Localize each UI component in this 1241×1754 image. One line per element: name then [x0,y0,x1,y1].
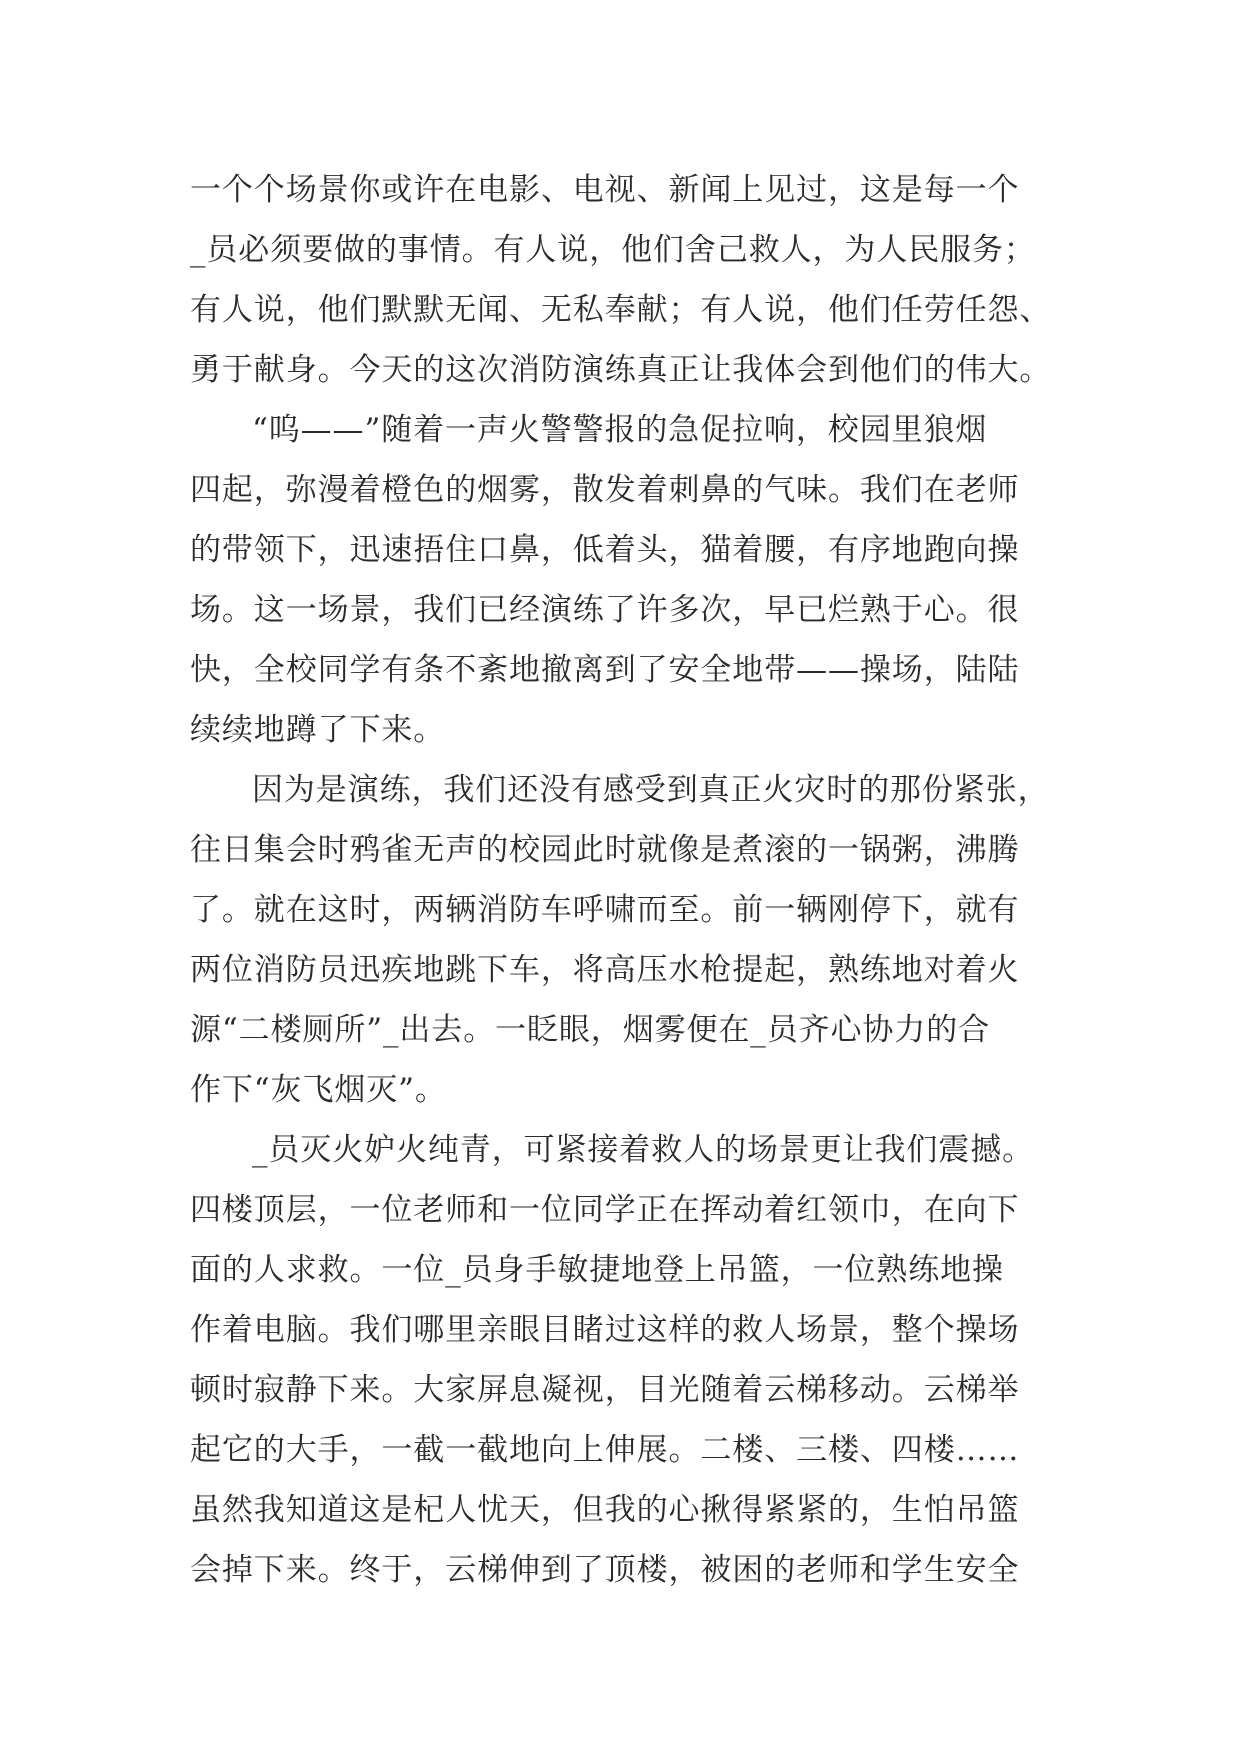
text-line-first: “呜——”随着一声火警警报的急促拉响，校园里狼烟 [252,412,988,448]
text-line: 起它的大手，一截一截地向上伸展。二楼、三楼、四楼…… [190,1432,1020,1468]
text-line-first: 因为是演练，我们还没有感受到真正火灾时的那份紧张， [252,772,1050,808]
text-line: 四楼顶层，一位老师和一位同学正在挥动着红领巾，在向下 [190,1192,1020,1228]
text-line: 作着电脑。我们哪里亲眼目睹过这样的救人场景，整个操场 [190,1312,1020,1348]
text-line: 顿时寂静下来。大家屏息凝视，目光随着云梯移动。云梯举 [190,1372,1020,1408]
text-line: 有人说，他们默默无闻、无私奉献；有人说，他们任劳任怨、 [190,292,1052,328]
text-line: 续续地蹲了下来。 [190,712,446,748]
text-line-first: _员灭火妒火纯青，可紧接着救人的场景更让我们震撼。 [252,1132,1034,1168]
text-line: 作下“灰飞烟灭”。 [190,1072,447,1108]
text-line: 会掉下来。终于，云梯伸到了顶楼，被困的老师和学生安全 [190,1552,1020,1588]
text-line: 四起，弥漫着橙色的烟雾，散发着刺鼻的气味。我们在老师 [190,472,1020,508]
text-line: 往日集会时鸦雀无声的校园此时就像是煮滚的一锅粥，沸腾 [190,832,1020,868]
text-line: 了。就在这时，两辆消防车呼啸而至。前一辆刚停下，就有 [190,892,1020,928]
text-line: 源“二楼厕所”_出去。一眨眼，烟雾便在_员齐心协力的合 [190,1012,990,1048]
text-line: 勇于献身。今天的这次消防演练真正让我体会到他们的伟大。 [190,352,1052,388]
paragraph-3 [190,760,1080,1120]
paragraph-4 [190,1120,1080,1600]
paragraph-1 [190,160,1080,400]
text-line: 两位消防员迅疾地跳下车，将高压水枪提起，熟练地对着火 [190,952,1020,988]
text-line: 场。这一场景，我们已经演练了许多次，早已烂熟于心。很 [190,592,1020,628]
document-body [190,160,1080,1600]
text-line: 一个个场景你或许在电影、电视、新闻上见过，这是每一个 [190,172,1020,208]
text-line: _员必须要做的事情。有人说，他们舍己救人，为人民服务； [190,232,1036,268]
text-line: 快，全校同学有条不紊地撤离到了安全地带——操场，陆陆 [190,652,1020,688]
paragraph-2 [190,400,1080,760]
text-line: 的带领下，迅速捂住口鼻，低着头，猫着腰，有序地跑向操 [190,532,1020,568]
text-line: 虽然我知道这是杞人忧天，但我的心揪得紧紧的，生怕吊篮 [190,1492,1020,1528]
text-line: 面的人求救。一位_员身手敏捷地登上吊篮，一位熟练地操 [190,1252,1004,1288]
